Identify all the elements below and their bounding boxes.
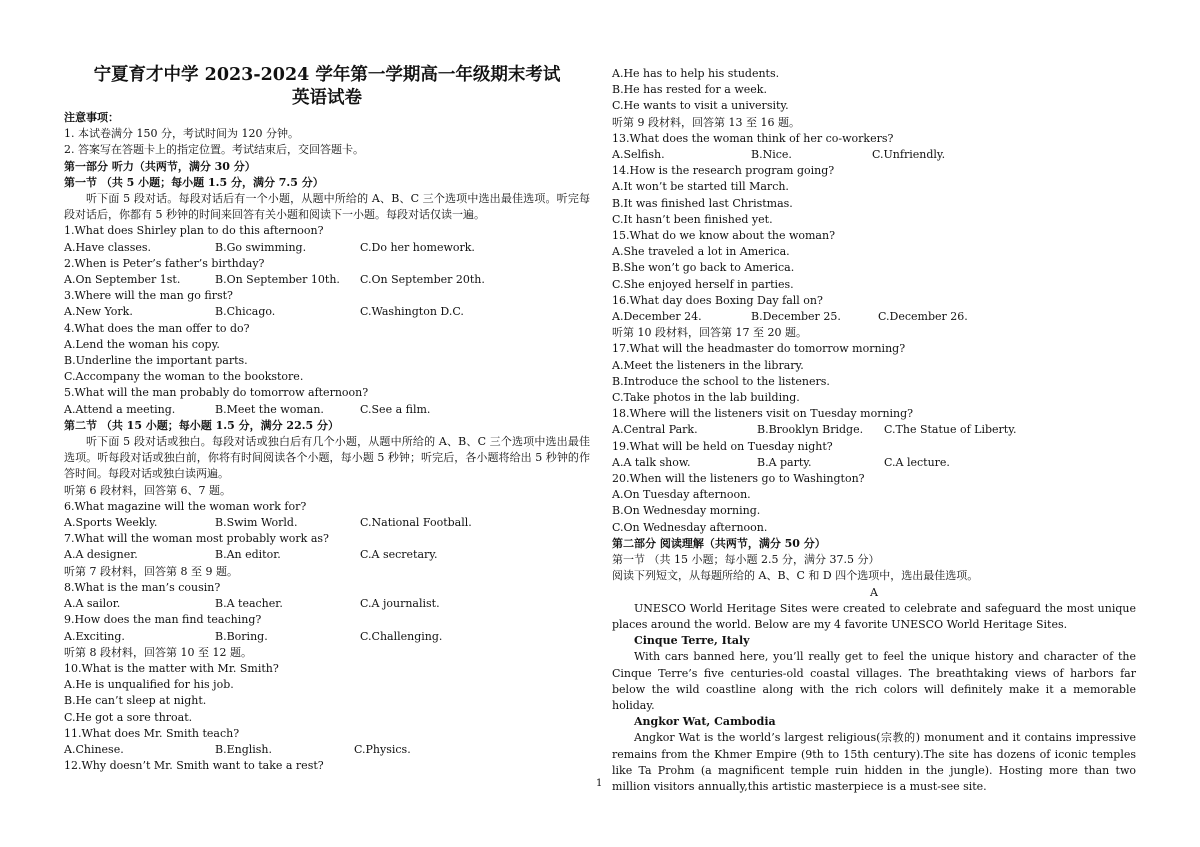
option-a: A.Attend a meeting. [64, 402, 176, 416]
option-c: C.A journalist. [360, 597, 440, 611]
option-b: B.Swim World. [215, 516, 298, 530]
option-b: B.He can’t sleep at night. [64, 694, 207, 708]
option-c: C.Do her homework. [360, 240, 475, 254]
passage-label: A [870, 585, 878, 599]
option-c: C.He got a sore throat. [64, 710, 193, 724]
option-b: B.Meet the woman. [215, 402, 324, 416]
options-row [64, 515, 590, 531]
option-b: B.Go swimming. [215, 240, 307, 254]
site-heading: Angkor Wat, Cambodia [634, 715, 776, 729]
option-c: C.Take photos in the lab building. [612, 391, 800, 405]
material-note: 听第 10 段材料，回答第 17 至 20 题。 [612, 326, 807, 340]
site-description: Angkor Wat is the world’s largest religious(宗教的) monument and it contains impressive remains from the Khmer Empire (9th to 15th century).The site has dozens of iconic temples like Ta Prohm (a magnificent temple ruin hidden in the jungle). Hosting more than two million visitors annually,this artistic masterpiece is a must-see site. [612, 731, 1136, 793]
option-a: A.On Tuesday afternoon. [612, 488, 751, 502]
question-stem: 16.What day does Boxing Day fall on? [612, 293, 823, 307]
option-a: A.She traveled a lot in America. [612, 245, 790, 259]
option-c: C.Washington D.C. [360, 305, 464, 319]
option-b: B.Nice. [751, 148, 792, 162]
question-stem: 18.Where will the listeners visit on Tuesday morning? [612, 407, 914, 421]
question-stem: 2.When is Peter’s father’s birthday? [64, 256, 265, 270]
page-number: 1 [596, 778, 603, 789]
option-a: A.A designer. [64, 548, 138, 562]
options-row [612, 455, 1136, 471]
question-stem: 19.What will be held on Tuesday night? [612, 439, 833, 453]
part2-heading: 第二部分 阅读理解（共两节，满分 50 分） [612, 536, 826, 550]
section2-heading: 第二节 （共 15 小题；每小题 1.5 分，满分 22.5 分） [64, 418, 340, 432]
options-row [64, 742, 590, 758]
question-stem: 9.How does the man find teaching? [64, 613, 262, 627]
part2-section1-heading: 第一节 （共 15 小题；每小题 2.5 分，满分 37.5 分） [612, 553, 880, 567]
left-column [64, 62, 590, 774]
options-row [612, 147, 1136, 163]
option-b: B.On Wednesday morning. [612, 504, 761, 518]
question-stem: 14.How is the research program going? [612, 164, 835, 178]
option-a: A.Exciting. [64, 629, 125, 643]
option-c: C.National Football. [360, 516, 472, 530]
option-c: C.A secretary. [360, 548, 438, 562]
option-a: A.Lend the woman his copy. [64, 337, 220, 351]
option-c: C.On September 20th. [360, 273, 485, 287]
section1-heading: 第一节 （共 5 小题；每小题 1.5 分，满分 7.5 分） [64, 175, 324, 189]
option-a: A.It won’t be started till March. [612, 180, 789, 194]
notes-item: 1. 本试卷满分 150 分，考试时间为 120 分钟。 [64, 127, 299, 141]
question-stem: 8.What is the man’s cousin? [64, 580, 221, 594]
options-row [64, 629, 590, 645]
option-a: A.Central Park. [612, 423, 698, 437]
option-b: B.It was finished last Christmas. [612, 196, 793, 210]
options-row [612, 422, 1136, 438]
part2-section1-instructions: 阅读下列短文，从每题所给的 A、B、C 和 D 四个选项中，选出最佳选项。 [612, 569, 979, 583]
site-description: With cars banned here, you’ll really get to feel the unique history and character of the Cinque Terre’s five centuries-old coastal villages. The breathtaking views of harbors far below the wild coastline along with the rich colors will definitely make it a memorable holiday. [612, 650, 1136, 712]
section2-instructions: 听下面 5 段对话或独白。每段对话或独白后有几个小题，从题中所给的 A、B、C 三个选项中选出最佳选项。听每段对话或独白前，你将有时间阅读各个小题，每小题 5 秒钟；听完后，各小题将给出 5 秒钟的作答时间。每段对话或独白读两遍。 [64, 435, 590, 481]
option-c: C.She enjoyed herself in parties. [612, 277, 794, 291]
option-b: B.A party. [757, 455, 812, 469]
question-stem: 1.What does Shirley plan to do this afternoon? [64, 224, 324, 238]
question-stem: 6.What magazine will the woman work for? [64, 499, 307, 513]
option-b: B.English. [215, 742, 272, 756]
material-note: 听第 8 段材料，回答第 10 至 12 题。 [64, 645, 252, 659]
option-c: C.See a film. [360, 402, 431, 416]
question-stem: 13.What does the woman think of her co-workers? [612, 131, 894, 145]
passage-intro: UNESCO World Heritage Sites were created to celebrate and safeguard the most unique places around the world. Below are my 4 favorite UNESCO World Heritage Sites. [612, 601, 1136, 631]
option-c: C.December 26. [878, 310, 968, 324]
material-note: 听第 9 段材料，回答第 13 至 16 题。 [612, 115, 800, 129]
right-column [612, 66, 1136, 795]
option-b: B.Boring. [215, 629, 268, 643]
option-b: B.Brooklyn Bridge. [757, 423, 864, 437]
option-a: A.He has to help his students. [612, 67, 780, 80]
question-stem: 12.Why doesn’t Mr. Smith want to take a rest? [64, 759, 324, 773]
section1-instructions: 听下面 5 段对话。每段对话后有一个小题，从题中所给的 A、B、C 三个选项中选出最佳选项。听完每段对话后，你都有 5 秒钟的时间来回答有关小题和阅读下一小题。每段对话仅读一遍。 [64, 192, 590, 222]
option-b: B.December 25. [751, 310, 841, 324]
material-note: 听第 6 段材料，回答第 6、7 题。 [64, 483, 231, 497]
option-a: A.December 24. [612, 310, 702, 324]
option-b: B.An editor. [215, 548, 281, 562]
question-stem: 10.What is the matter with Mr. Smith? [64, 661, 279, 675]
part1-heading: 第一部分 听力（共两节，满分 30 分） [64, 159, 256, 173]
question-stem: 11.What does Mr. Smith teach? [64, 726, 240, 740]
option-b: B.Chicago. [215, 305, 276, 319]
option-a: A.Chinese. [64, 742, 124, 756]
exam-subtitle: 英语试卷 [292, 88, 362, 108]
option-a: A.He is unqualified for his job. [64, 678, 234, 692]
option-b: B.She won’t go back to America. [612, 261, 795, 275]
options-row [64, 272, 590, 288]
options-row [64, 304, 590, 320]
option-a: A.A sailor. [64, 597, 121, 611]
material-note: 听第 7 段材料，回答第 8 至 9 题。 [64, 564, 238, 578]
question-stem: 20.When will the listeners go to Washington? [612, 472, 865, 486]
options-row [64, 596, 590, 612]
option-a: A.On September 1st. [64, 273, 181, 287]
notes-item: 2. 答案写在答题卡上的指定位置。考试结束后，交回答题卡。 [64, 143, 364, 157]
option-b: B.A teacher. [215, 597, 283, 611]
option-b: B.He has rested for a week. [612, 83, 767, 97]
options-row [64, 547, 590, 563]
option-a: A.Selfish. [612, 148, 665, 162]
options-row [612, 309, 1136, 325]
option-c: C.Physics. [354, 742, 411, 756]
option-a: A.A talk show. [612, 455, 691, 469]
option-c: C.The Statue of Liberty. [884, 423, 1017, 437]
option-a: A.Have classes. [64, 240, 151, 254]
option-a: A.Sports Weekly. [64, 516, 158, 530]
question-stem: 7.What will the woman most probably work as? [64, 532, 329, 546]
question-stem: 17.What will the headmaster do tomorrow morning? [612, 342, 906, 356]
question-stem: 5.What will the man probably do tomorrow afternoon? [64, 386, 369, 400]
options-row [64, 240, 590, 256]
question-stem: 3.Where will the man go first? [64, 289, 233, 303]
option-c: C.Accompany the woman to the bookstore. [64, 370, 304, 384]
question-stem: 4.What does the man offer to do? [64, 321, 250, 335]
option-c: C.It hasn’t been finished yet. [612, 212, 773, 226]
question-stem: 15.What do we know about the woman? [612, 229, 835, 243]
site-heading: Cinque Terre, Italy [634, 634, 750, 648]
option-c: C.Challenging. [360, 629, 443, 643]
exam-title: 宁夏育才中学 2023-2024 学年第一学期高一年级期末考试 [93, 65, 561, 85]
option-c: C.On Wednesday afternoon. [612, 520, 768, 534]
option-c: C.He wants to visit a university. [612, 99, 789, 113]
notes-heading: 注意事项： [64, 111, 119, 124]
options-row [64, 402, 590, 418]
option-b: B.Introduce the school to the listeners. [612, 374, 830, 388]
option-c: C.Unfriendly. [872, 148, 946, 162]
option-b: B.Underline the important parts. [64, 354, 248, 368]
option-b: B.On September 10th. [215, 273, 340, 287]
option-a: A.Meet the listeners in the library. [612, 358, 804, 372]
option-c: C.A lecture. [884, 455, 950, 469]
option-a: A.New York. [64, 305, 133, 319]
